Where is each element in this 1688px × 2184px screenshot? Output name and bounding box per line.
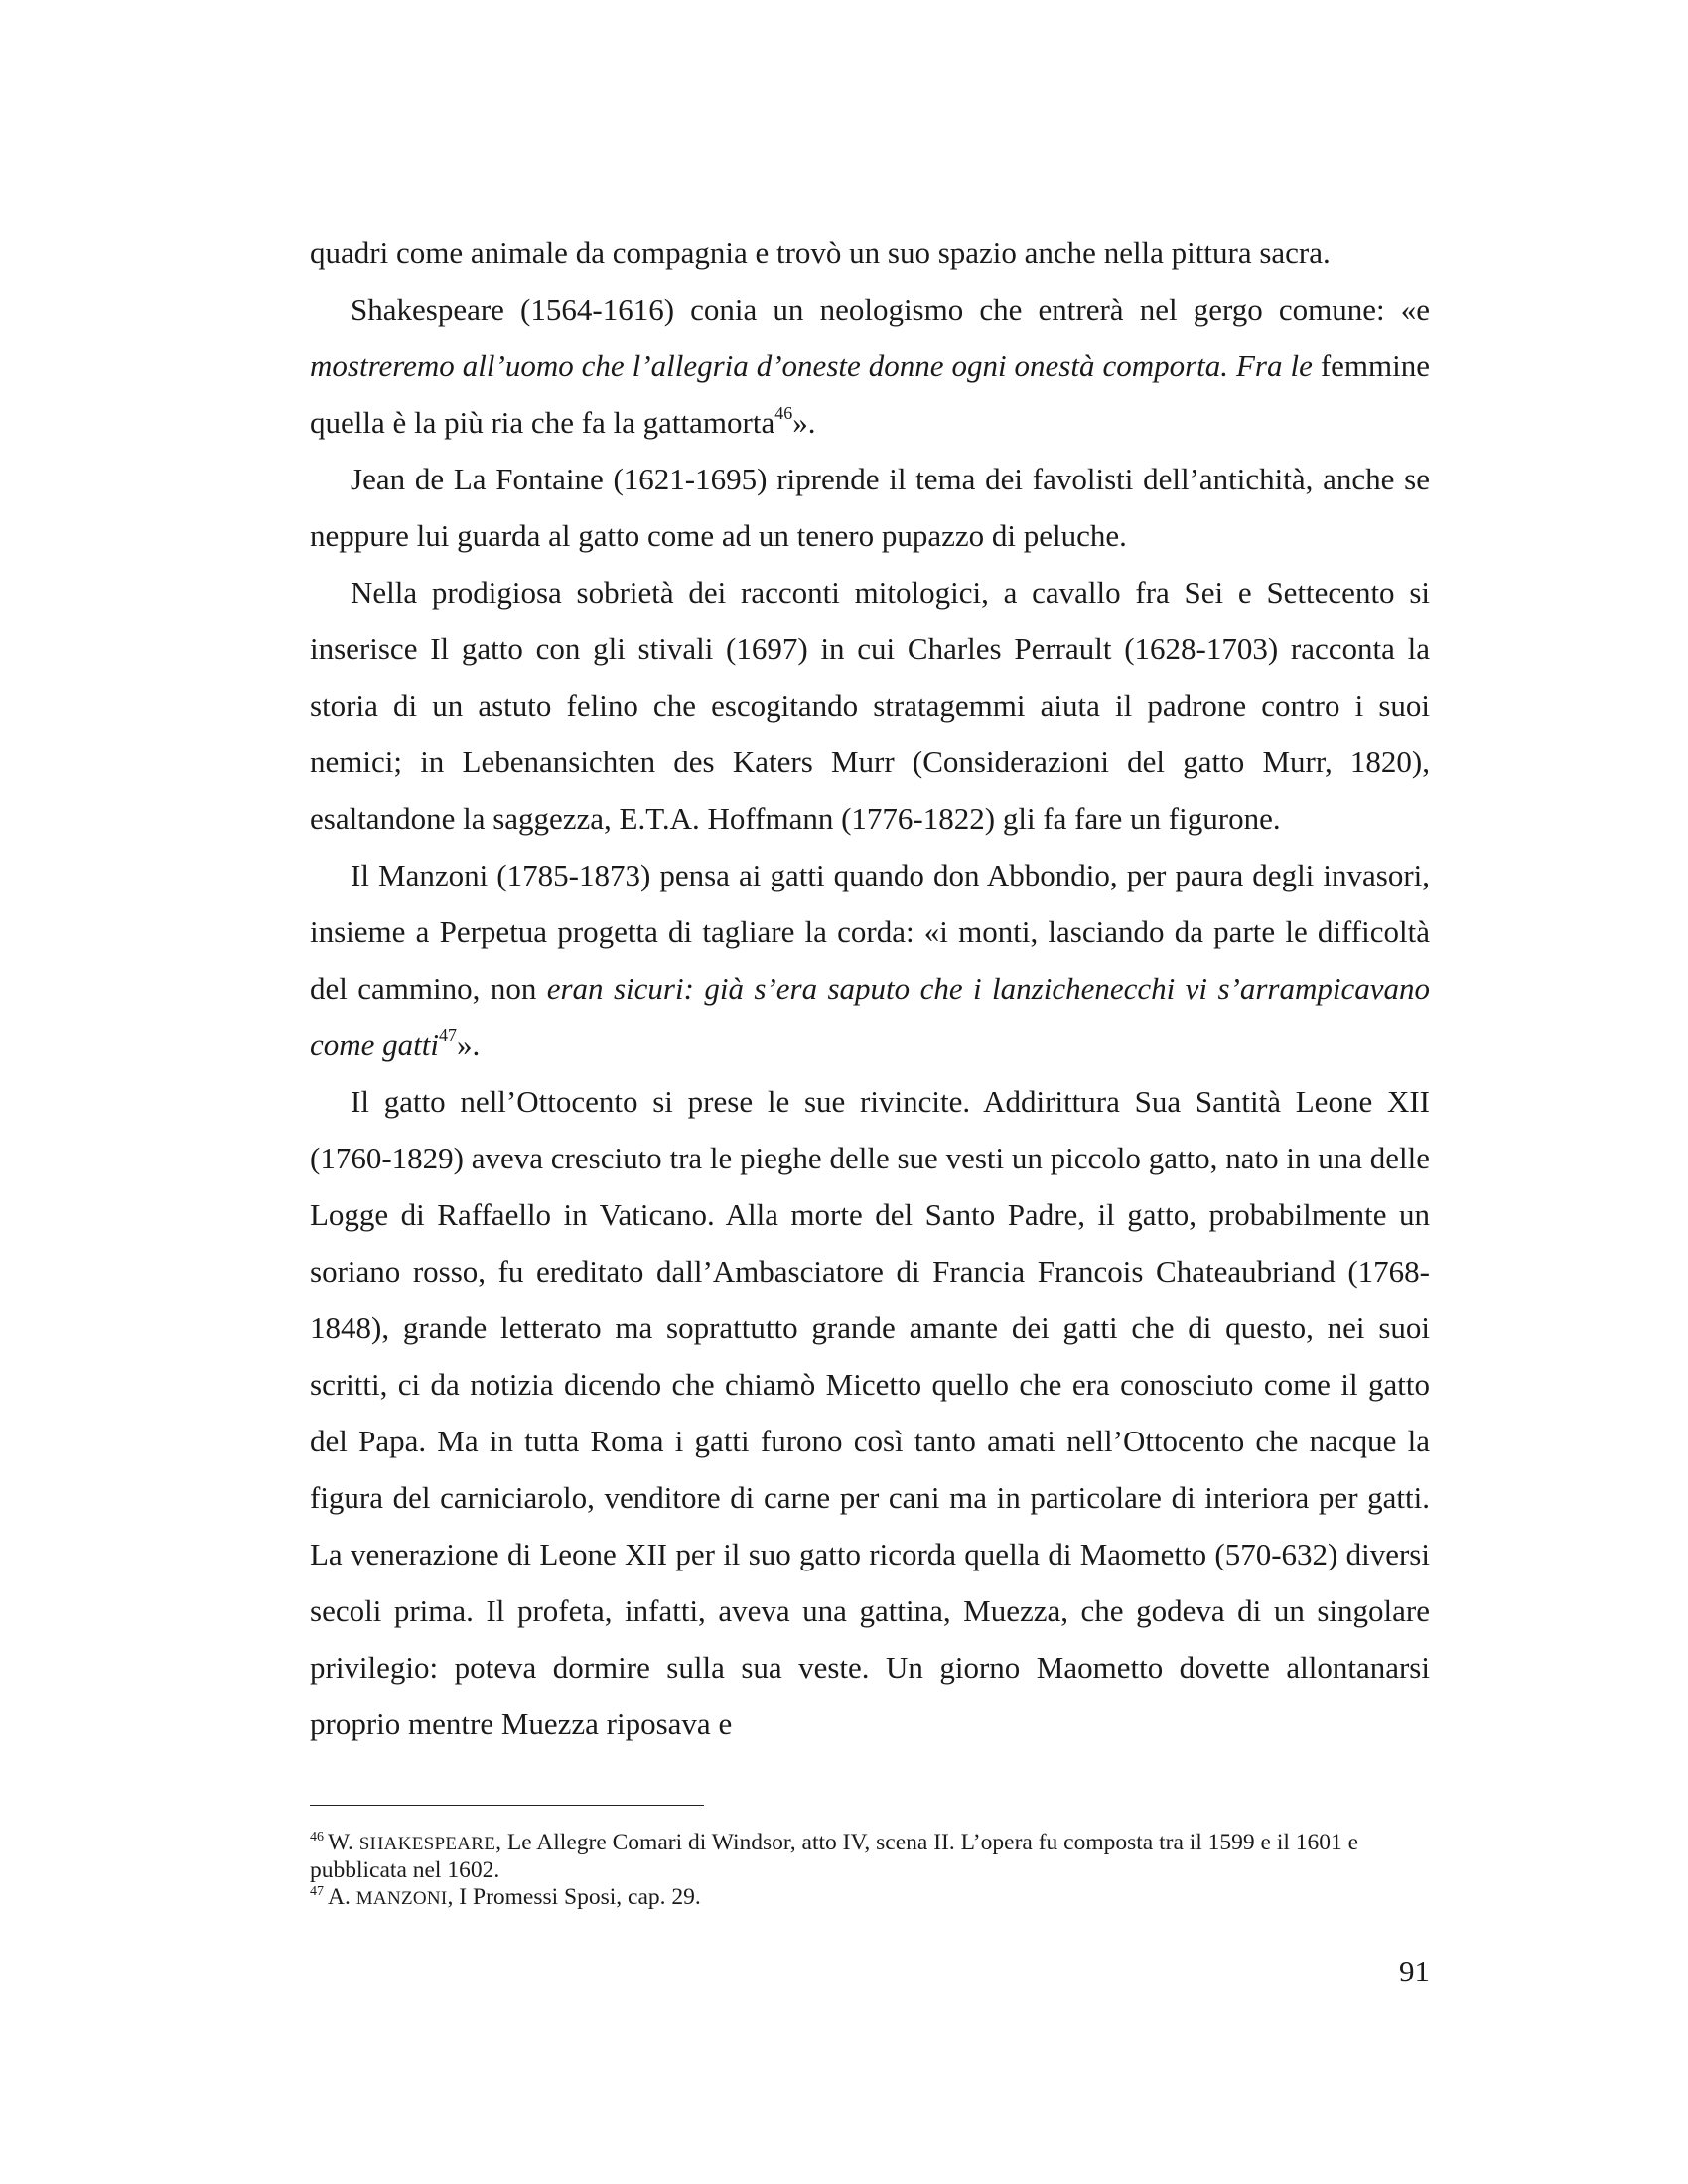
paragraph-2-text-a: Shakespeare (1564-1616) conia un neologismo che entrerà nel gergo comune: «e xyxy=(351,292,1430,327)
footnote-number: 47 xyxy=(310,1884,324,1899)
shakespeare-quote: mostreremo all’uomo che l’allegria d’oneste donne ogni onestà comporta. Fra le xyxy=(310,348,1313,383)
paragraph-6: Il gatto nell’Ottocento si prese le sue rivincite. Addirittura Sua Santità Leone XII (1760-1829) aveva cresciuto tra le pieghe delle sue vesti un piccolo gatto, nato in una delle Logge di Raffaello in Vaticano. Alla morte del Santo Padre, il gatto, probabilmente un soriano rosso, fu ereditato dall’Ambasciatore di Francia Francois Chateaubriand (1768-1848), grande letterato ma soprattutto grande amante dei gatti che di questo, nei suoi scritti, ci da notizia dicendo che chiamò Micetto quello che era conosciuto come il gatto del Papa. Ma in tutta Roma i gatti furono così tanto amati nell’Ottocento che nacque la figura del carniciarolo, venditore di carne per cani ma in particolare di interiora per gatti. La venerazione di Leone XII per il suo gatto ricorda quella di Maometto (570-632) diversi secoli prima. Il profeta, infatti, aveva una gattina, Muezza, che godeva di un singolare privilegio: poteva dormire sulla sua veste. Un giorno Maometto dovette allontanarsi proprio mentre Muezza riposava e xyxy=(310,1084,1430,1741)
paragraph-4: Nella prodigiosa sobrietà dei racconti mitologici, a cavallo fra Sei e Settecento si inserisce Il gatto con gli stivali (1697) in cui Charles Perrault (1628-1703) racconta la storia di un astuto felino che escogitando stratagemmi aiuta il padrone contro i suoi nemici; in Lebenansichten des Katers Murr (Considerazioni del gatto Murr, 1820), esaltandone la saggezza, E.T.A. Hoffmann (1776-1822) gli fa fare un figurone. xyxy=(310,575,1430,836)
paragraph-2-text-b: femmine quella è la più ria che fa la gattamorta xyxy=(310,348,1430,440)
main-text xyxy=(310,224,1430,1752)
paragraph-3: Jean de La Fontaine (1621-1695) riprende il tema dei favolisti dell’antichità, anche se neppure lui guarda al gatto come ad un tenero pupazzo di peluche. xyxy=(310,462,1430,553)
footnote-initial: W. xyxy=(328,1830,359,1855)
footnote-ref-46[interactable]: 46 xyxy=(774,403,793,423)
manzoni-quote: eran sicuri: già s’era saputo che i lanzichenecchi vi s’arrampicavano come gatti xyxy=(310,971,1430,1062)
footnote-number: 46 xyxy=(310,1830,324,1844)
footnote-text: , Le Allegre Comari di Windsor, atto IV, scena II. L’opera fu composta tra il 1599 e il 1601 e pubblicata nel 1602. xyxy=(310,1830,1359,1883)
footnote-47 xyxy=(310,1884,1430,1912)
footnote-author: SHAKESPEARE xyxy=(358,1834,496,1854)
paragraph-5 xyxy=(310,847,1430,1073)
footnote-46 xyxy=(310,1830,1430,1884)
paragraph-5-text-c: ». xyxy=(457,1027,481,1062)
paragraph-5-text-a: Il Manzoni (1785-1873) pensa ai gatti quando don Abbondio, per paura degli invasori, insieme a Perpetua progetta di tagliare la corda: «i monti, lasciando da parte le difficoltà del cammino, non xyxy=(310,858,1430,1006)
page-number: 91 xyxy=(1399,1954,1430,1988)
footnote-ref-47[interactable]: 47 xyxy=(439,1025,457,1045)
footnote-text: , I Promessi Sposi, cap. 29. xyxy=(447,1884,701,1910)
paragraph-1: quadri come animale da compagnia e trovò un suo spazio anche nella pittura sacra. xyxy=(310,235,1331,270)
footnote-initial: A. xyxy=(328,1884,356,1910)
footnotes xyxy=(310,1830,1430,1912)
paragraph-2 xyxy=(310,281,1430,451)
paragraph-2-text-c: ». xyxy=(792,405,816,440)
footnote-author: MANZONI xyxy=(355,1888,448,1909)
footnote-divider xyxy=(310,1805,704,1806)
